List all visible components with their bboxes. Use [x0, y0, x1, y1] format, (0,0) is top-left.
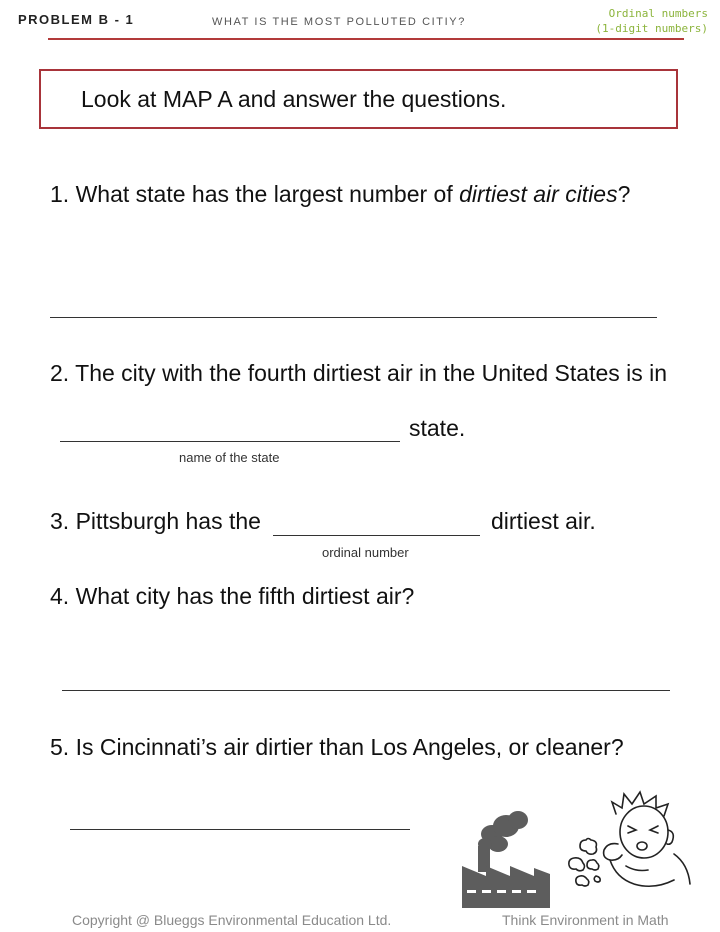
question-2-after-blank: state. — [409, 415, 466, 441]
answer-line-2[interactable] — [60, 441, 400, 442]
problem-id: PROBLEM B - 1 — [18, 12, 135, 27]
question-1-prefix: 1. What state has the largest number of — [50, 181, 460, 207]
worksheet-title: WHAT IS THE MOST POLLUTED CITIY? — [212, 16, 466, 28]
question-3-after-blank: dirtiest air. — [491, 508, 596, 534]
answer-line-5[interactable] — [70, 829, 410, 830]
question-2: 2. The city with the fourth dirtiest air in the United States is in — [50, 360, 668, 386]
instruction-text: Look at MAP A and answer the questions. — [81, 86, 507, 112]
question-3-before-blank: 3. Pittsburgh has the — [50, 508, 261, 534]
coughing-person-icon — [566, 788, 700, 900]
footer-tagline: Think Environment in Math — [502, 912, 669, 928]
instruction-box — [39, 69, 678, 129]
answer-3-label: ordinal number — [322, 545, 409, 560]
topic-line-2: (1-digit numbers) — [595, 22, 708, 35]
header-divider — [48, 38, 684, 40]
topic-line-1: Ordinal numbers — [608, 7, 708, 20]
answer-2-label: name of the state — [179, 450, 280, 465]
question-1-emphasis: dirtiest air cities — [459, 181, 618, 207]
factory-smoke-icon — [458, 808, 554, 910]
answer-line-4[interactable] — [62, 690, 670, 691]
question-1-suffix: ? — [617, 181, 631, 207]
answer-line-1[interactable] — [50, 317, 657, 318]
topic-tag — [595, 6, 708, 36]
question-1 — [50, 178, 670, 210]
footer-copyright: Copyright @ Blueggs Environmental Education Ltd. — [72, 912, 392, 928]
answer-line-3[interactable] — [273, 535, 480, 536]
question-5: 5. Is Cincinnati’s air dirtier than Los Angeles, or cleaner? — [50, 734, 624, 760]
question-4: 4. What city has the fifth dirtiest air? — [50, 583, 415, 609]
